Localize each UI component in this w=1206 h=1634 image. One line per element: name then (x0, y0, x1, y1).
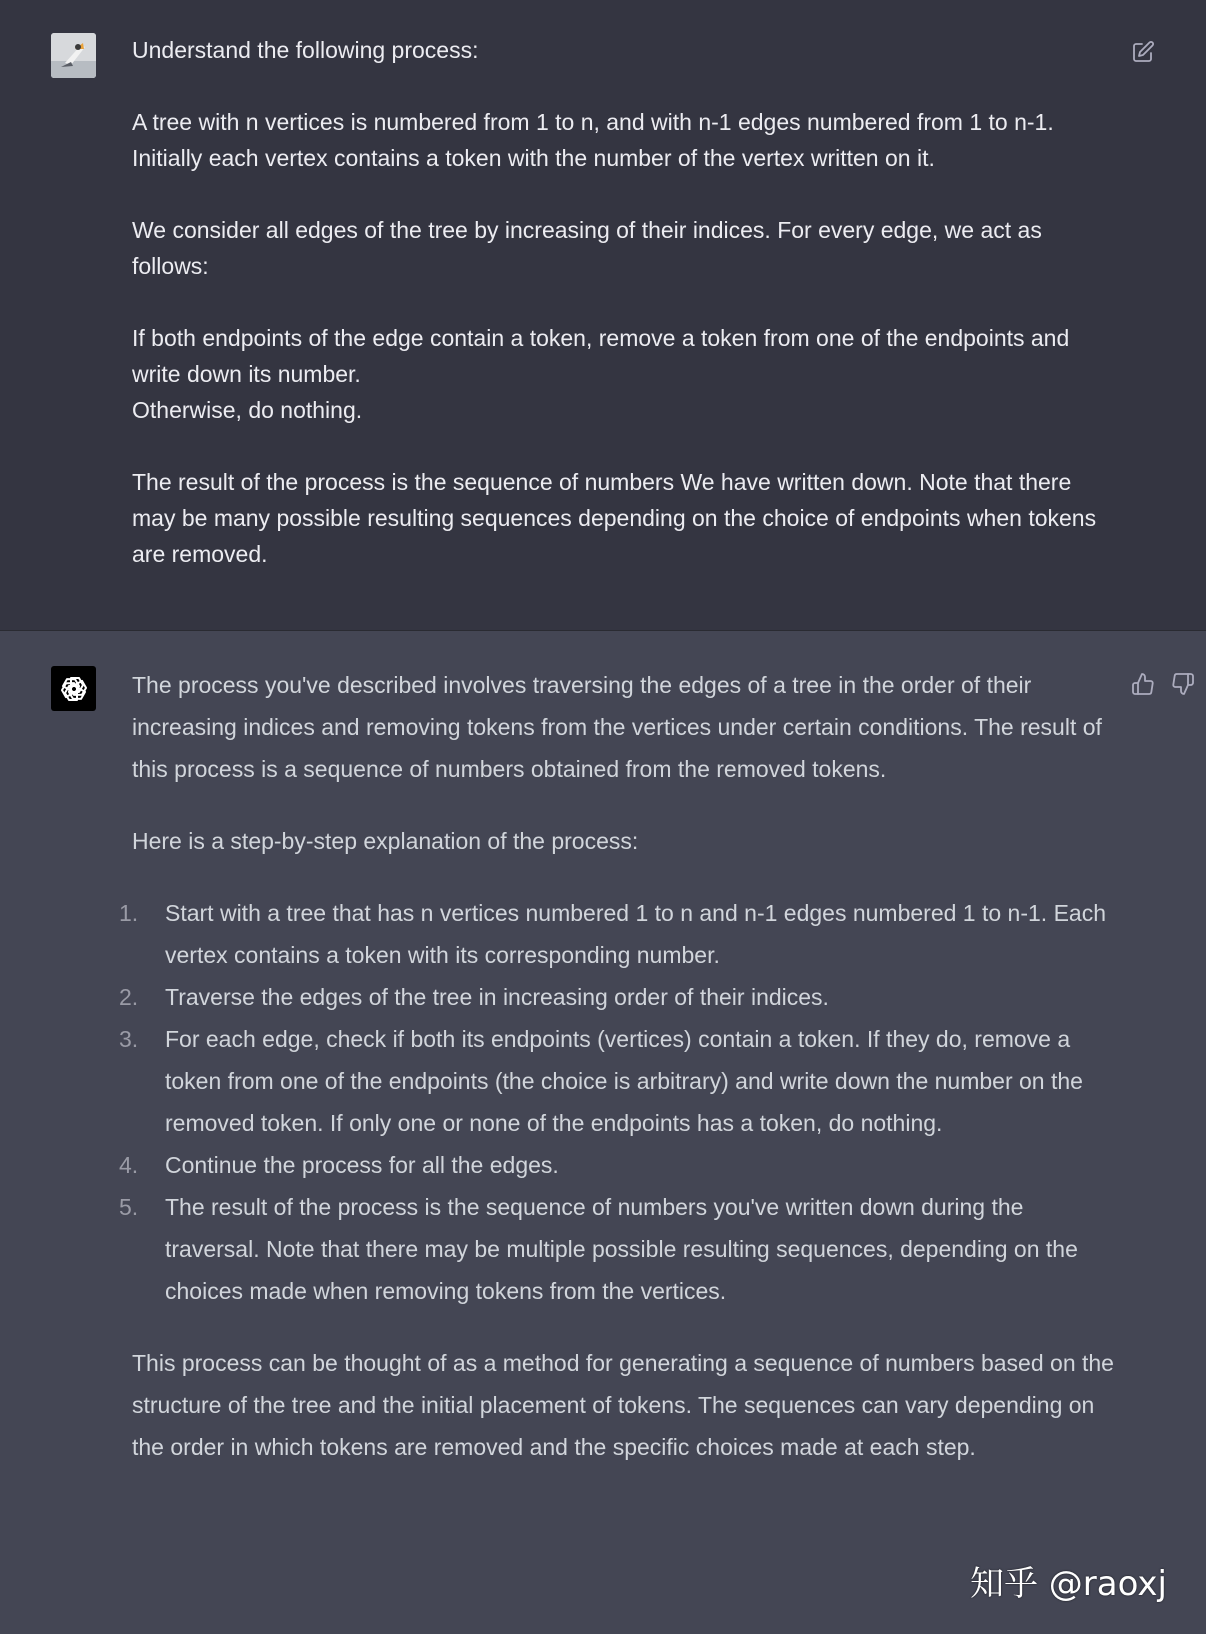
openai-logo-icon (51, 666, 96, 711)
list-item (119, 976, 1117, 1018)
assistant-message (0, 631, 1206, 1634)
user-paragraph: A tree with n vertices is numbered from 1 to n, and with n-1 edges numbered from 1 to n-1. Initially each vertex contains a token with the number of the vertex written on it. (132, 109, 1054, 171)
list-item-text: For each edge, check if both its endpoints (vertices) contain a token. If they do, remove a token from one of the endpoints (the choice is arbitrary) and write down the number on the removed token. If only one or none of the endpoints has a token, do nothing. (165, 1026, 1083, 1136)
user-message (0, 0, 1206, 631)
list-item (119, 1144, 1117, 1186)
thumbs-down-icon[interactable] (1170, 671, 1196, 697)
user-paragraph: Otherwise, do nothing. (132, 397, 363, 423)
edit-icon[interactable] (1130, 39, 1156, 65)
list-item-text: Traverse the edges of the tree in increasing order of their indices. (165, 984, 829, 1010)
assistant-outro: This process can be thought of as a method for generating a sequence of numbers based on the structure of the tree and the initial placement of tokens. The sequences can vary depending on the order in which tokens are removed and the specific choices made at each step. (132, 1350, 1114, 1460)
user-paragraph: The result of the process is the sequence of numbers We have written down. Note that there may be many possible resulting sequences depending on the choice of endpoints when tokens are removed. (132, 469, 1097, 567)
list-number: 5. (119, 1194, 139, 1220)
user-paragraph: We consider all edges of the tree by increasing of their indices. For every edge, we act as follows: (132, 217, 1042, 279)
user-avatar (51, 33, 96, 78)
user-paragraph: Understand the following process: (132, 37, 479, 63)
assistant-lead: Here is a step-by-step explanation of the process: (132, 828, 639, 854)
assistant-message-text (119, 664, 1117, 1498)
user-message-text (132, 32, 1117, 608)
list-item-text: Continue the process for all the edges. (165, 1152, 559, 1178)
list-item (119, 1186, 1117, 1312)
list-item-text: The result of the process is the sequence of numbers you've written down during the traversal. Note that there may be multiple possible resulting sequences, depending on the choices made when removing tokens from the vertices. (165, 1194, 1078, 1304)
list-number: 2. (119, 984, 139, 1010)
list-number: 1. (119, 900, 139, 926)
watermark: 知乎 @raoxj (970, 1564, 1167, 1604)
list-number: 3. (119, 1026, 139, 1052)
thumbs-up-icon[interactable] (1130, 671, 1156, 697)
list-item (119, 892, 1117, 976)
assistant-intro: The process you've described involves traversing the edges of a tree in the order of their increasing indices and removing tokens from the vertices under certain conditions. The result of this process is a sequence of numbers obtained from the removed tokens. (132, 672, 1102, 782)
list-item-text: Start with a tree that has n vertices numbered 1 to n and n-1 edges numbered 1 to n-1. Each vertex contains a token with its corresponding number. (165, 900, 1107, 968)
list-item (119, 1018, 1117, 1144)
steps-list (119, 892, 1117, 1312)
list-number: 4. (119, 1152, 139, 1178)
user-paragraph: If both endpoints of the edge contain a token, remove a token from one of the endpoints and write down its number. (132, 325, 1070, 387)
